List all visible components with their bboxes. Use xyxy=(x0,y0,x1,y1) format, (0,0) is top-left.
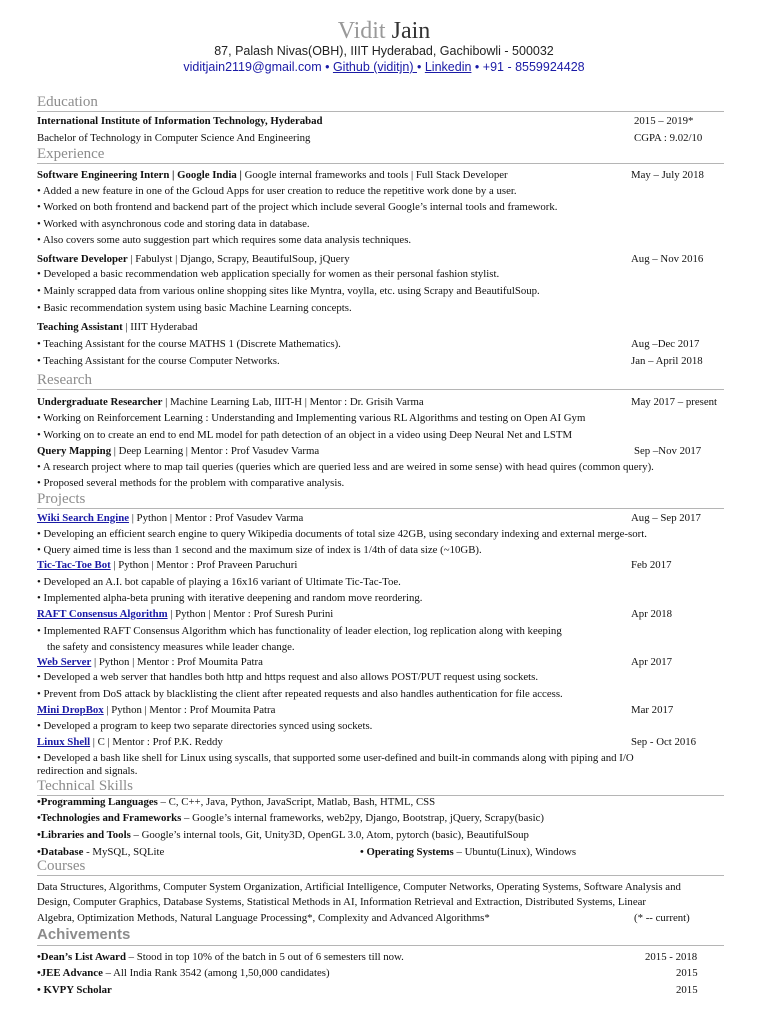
project-detail: | Python | Mentor : Prof Moumita Patra xyxy=(91,656,263,668)
list-item: • Worked on both frontend and backend part of the project which include several Google’s internal tools and framework. xyxy=(37,201,558,213)
list-item: • Worked with asynchronous code and storing data in database. xyxy=(37,218,310,230)
achievement-label: •JEE Advance xyxy=(37,967,103,979)
role: Query Mapping xyxy=(37,445,112,457)
achievement-kvpy xyxy=(37,984,112,996)
role-detail: | Machine Learning Lab, IIIT-H | Mentor : Dr. Grisih Varma xyxy=(162,396,424,408)
skills-label: •Programming Languages xyxy=(37,796,158,808)
list-item: • Added a new feature in one of the Gcloud Apps for user creation to reduce the repetitive work done by a user. xyxy=(37,185,517,197)
section-title-skills: Technical Skills xyxy=(37,778,134,794)
first-name: Vidit xyxy=(337,18,386,44)
divider xyxy=(37,875,724,876)
section-title-education: Education xyxy=(37,94,98,110)
achievement-deans-list xyxy=(37,951,404,963)
section-title-research: Research xyxy=(37,372,92,388)
divider xyxy=(37,111,724,112)
research-qm-dates: Sep –Nov 2017 xyxy=(634,445,702,457)
role: Undergraduate Researcher xyxy=(37,396,163,408)
candidate-name xyxy=(0,18,768,45)
project-link-tictactoe[interactable]: Tic-Tac-Toe Bot xyxy=(37,559,111,571)
role-detail: | Deep Learning | Mentor : Prof Vasudev Varma xyxy=(111,445,320,457)
project-detail: | Python | Mentor : Prof Suresh Purini xyxy=(167,608,334,620)
phone-number: +91 - 8559924428 xyxy=(482,60,585,74)
project-ttt-title xyxy=(37,559,297,571)
list-item: • Implemented alpha-beta pruning with iterative deepening and random move reordering. xyxy=(37,592,423,604)
courses-line: Design, Computer Graphics, Database Systems, Statistical Methods in AI, Information Retrieval and Extraction, Distributed Systems, Linear xyxy=(37,896,647,908)
list-item: • Basic recommendation system using basic Machine Learning concepts. xyxy=(37,302,352,314)
project-detail: | Python | Mentor : Prof Moumita Patra xyxy=(103,704,276,716)
project-shell-title xyxy=(37,736,223,748)
project-detail: | C | Mentor : Prof P.K. Reddy xyxy=(90,736,223,748)
research-ugr-dates: May 2017 – present xyxy=(631,396,718,408)
skills-languages xyxy=(37,796,435,808)
project-link-wiki[interactable]: Wiki Search Engine xyxy=(37,512,129,524)
email-link[interactable]: viditjain2119@gmail.com xyxy=(183,60,322,74)
section-title-achievements: Achivements xyxy=(37,926,131,943)
project-wiki-title xyxy=(37,512,303,524)
skills-value: - MySQL, SQLite xyxy=(83,846,165,858)
skills-label: •Libraries and Tools xyxy=(37,829,131,841)
separator: • xyxy=(321,60,333,74)
list-item-continued: the safety and consistency measures while leader change. xyxy=(47,641,295,653)
list-item: • A research project where to map tail queries (queries which are queried less and are weired in some sense) with head quires (common query). xyxy=(37,461,654,473)
section-title-experience: Experience xyxy=(37,146,105,162)
divider xyxy=(37,508,724,509)
achievement-label: •Dean’s List Award xyxy=(37,951,126,963)
list-item: • Implemented RAFT Consensus Algorithm which has functionality of leader election, log replication along with keeping xyxy=(37,625,562,637)
education-dates: 2015 – 2019* xyxy=(634,115,694,127)
list-item: • Developed a bash like shell for Linux using syscalls, that supported some user-defined and built-in commands along with piping and I/O xyxy=(37,752,634,764)
ta-date: Jan – April 2018 xyxy=(631,355,703,367)
project-link-shell[interactable]: Linux Shell xyxy=(37,736,91,748)
achievement-jee xyxy=(37,967,330,979)
list-item-continued: redirection and signals. xyxy=(37,765,138,777)
list-item: • Developed a basic recommendation web application specially for women as their personal fashion stylist. xyxy=(37,268,500,280)
project-web-title xyxy=(37,656,263,668)
list-item: • Teaching Assistant for the course Computer Networks. xyxy=(37,355,280,367)
role-detail: Google internal frameworks and tools | Full Stack Developer xyxy=(241,169,508,181)
research-qm-title xyxy=(37,445,319,457)
research-ugr-title xyxy=(37,396,424,408)
skills-value: – Ubuntu(Linux), Windows xyxy=(453,846,577,858)
list-item: • Developed an A.I. bot capable of playing a 16x16 variant of Ultimate Tic-Tac-Toe. xyxy=(37,576,401,588)
experience-google-title xyxy=(37,169,508,181)
project-link-webserver[interactable]: Web Server xyxy=(37,656,92,668)
list-item: • Developed a web server that handles both http and https request and also allows POST/PUT request using sockets. xyxy=(37,671,539,683)
contact-line xyxy=(0,60,768,74)
list-item: • Query aimed time is less than 1 second and the maximum size of index is 1/4th of data size (~10GB). xyxy=(37,544,482,556)
address: 87, Palash Nivas(OBH), IIIT Hyderabad, Gachibowli - 500032 xyxy=(214,44,554,58)
experience-fabulyst-dates: Aug – Nov 2016 xyxy=(631,253,704,265)
github-link[interactable]: Github (viditjn) xyxy=(332,60,417,74)
courses-note: (* -- current) xyxy=(634,912,690,924)
section-title-courses: Courses xyxy=(37,858,86,874)
skills-label: •Database xyxy=(37,846,84,858)
skills-database xyxy=(37,846,164,858)
divider xyxy=(37,389,724,390)
achievement-detail: – All India Rank 3542 (among 1,50,000 candidates) xyxy=(102,967,330,979)
project-link-raft[interactable]: RAFT Consensus Algorithm xyxy=(37,608,168,620)
experience-fabulyst-title xyxy=(37,253,350,265)
divider xyxy=(37,945,724,946)
separator: • xyxy=(471,60,483,74)
skills-value: – C, C++, Java, Python, JavaScript, Matlab, Bash, HTML, CSS xyxy=(157,796,436,808)
project-raft-title xyxy=(37,608,333,620)
project-wiki-dates: Aug – Sep 2017 xyxy=(631,512,701,524)
project-detail: | Python | Mentor : Prof Praveen Paruchuri xyxy=(110,559,298,571)
list-item: • Prevent from DoS attack by blacklisting the client after repeated requests and also handles authentication for file access. xyxy=(37,688,563,700)
achievement-detail: – Stood in top 10% of the batch in 5 out of 6 semesters till now. xyxy=(125,951,404,963)
list-item: • Developing an efficient search engine to query Wikipedia documents of total size 42GB, using secondary indexing and external merge-sort. xyxy=(37,528,647,540)
role-detail: | IIIT Hyderabad xyxy=(122,321,198,333)
role-detail: | Fabulyst | Django, Scrapy, BeautifulSoup, jQuery xyxy=(127,253,350,265)
last-name: Jain xyxy=(391,18,431,44)
project-ttt-dates: Feb 2017 xyxy=(631,559,672,571)
skills-label: • Operating Systems xyxy=(360,846,454,858)
skills-value: – Google’s internal frameworks, web2py, Django, Bootstrap, jQuery, Scrapy(basic) xyxy=(181,812,544,824)
courses-line: Data Structures, Algorithms, Computer System Organization, Artificial Intelligence, Computer Networks, Operating Systems, Software Analysis and xyxy=(37,881,681,893)
achievement-date: 2015 xyxy=(676,984,698,996)
experience-ta-title xyxy=(37,321,198,333)
experience-google-dates: May – July 2018 xyxy=(631,169,704,181)
skills-label: •Technologies and Frameworks xyxy=(37,812,182,824)
education-institute: International Institute of Information Technology, Hyderabad xyxy=(37,115,323,127)
project-web-dates: Apr 2017 xyxy=(631,656,673,668)
skills-value: – Google’s internal tools, Git, Unity3D, OpenGL 3.0, Atom, pytorch (basic), BeautifulSoup xyxy=(130,829,529,841)
skills-libraries xyxy=(37,829,529,841)
role: Teaching Assistant xyxy=(37,321,123,333)
separator: • xyxy=(417,60,425,74)
achievement-label: • KVPY Scholar xyxy=(37,984,112,996)
list-item: • Proposed several methods for the problem with comparative analysis. xyxy=(37,477,345,489)
courses-line: Algebra, Optimization Methods, Natural Language Processing*, Complexity and Advanced Algorithms* xyxy=(37,912,490,924)
achievement-date: 2015 - 2018 xyxy=(645,951,698,963)
education-cgpa: CGPA : 9.02/10 xyxy=(634,132,703,144)
project-dropbox-title xyxy=(37,704,275,716)
linkedin-link[interactable]: Linkedin xyxy=(424,60,472,74)
list-item: • Developed a program to keep two separate directories synced using sockets. xyxy=(37,720,373,732)
skills-frameworks xyxy=(37,812,544,824)
list-item: • Working on Reinforcement Learning : Understanding and Implementing various RL Algorithms and testing on Open AI Gym xyxy=(37,412,586,424)
list-item: • Also covers some auto suggestion part which requires some data analysis techniques. xyxy=(37,234,412,246)
list-item: • Mainly scrapped data from various online shopping sites like Myntra, voylla, etc. using Scrapy and BeautifulSoup. xyxy=(37,285,540,297)
list-item: • Working on to create an end to end ML model for path detection of an object in a video using Deep Neural Net and LSTM xyxy=(37,429,573,441)
list-item: • Teaching Assistant for the course MATHS 1 (Discrete Mathematics). xyxy=(37,338,341,350)
education-degree: Bachelor of Technology in Computer Science And Engineering xyxy=(37,132,311,144)
project-raft-dates: Apr 2018 xyxy=(631,608,673,620)
project-dropbox-dates: Mar 2017 xyxy=(631,704,674,716)
role: Software Engineering Intern | Google India | xyxy=(37,169,242,181)
section-title-projects: Projects xyxy=(37,491,86,507)
achievement-date: 2015 xyxy=(676,967,698,979)
role: Software Developer xyxy=(37,253,128,265)
divider xyxy=(37,163,724,164)
project-shell-dates: Sep - Oct 2016 xyxy=(631,736,697,748)
ta-date: Aug –Dec 2017 xyxy=(631,338,700,350)
project-link-dropbox[interactable]: Mini DropBox xyxy=(37,704,104,716)
project-detail: | Python | Mentor : Prof Vasudev Varma xyxy=(129,512,304,524)
skills-os xyxy=(360,846,576,858)
